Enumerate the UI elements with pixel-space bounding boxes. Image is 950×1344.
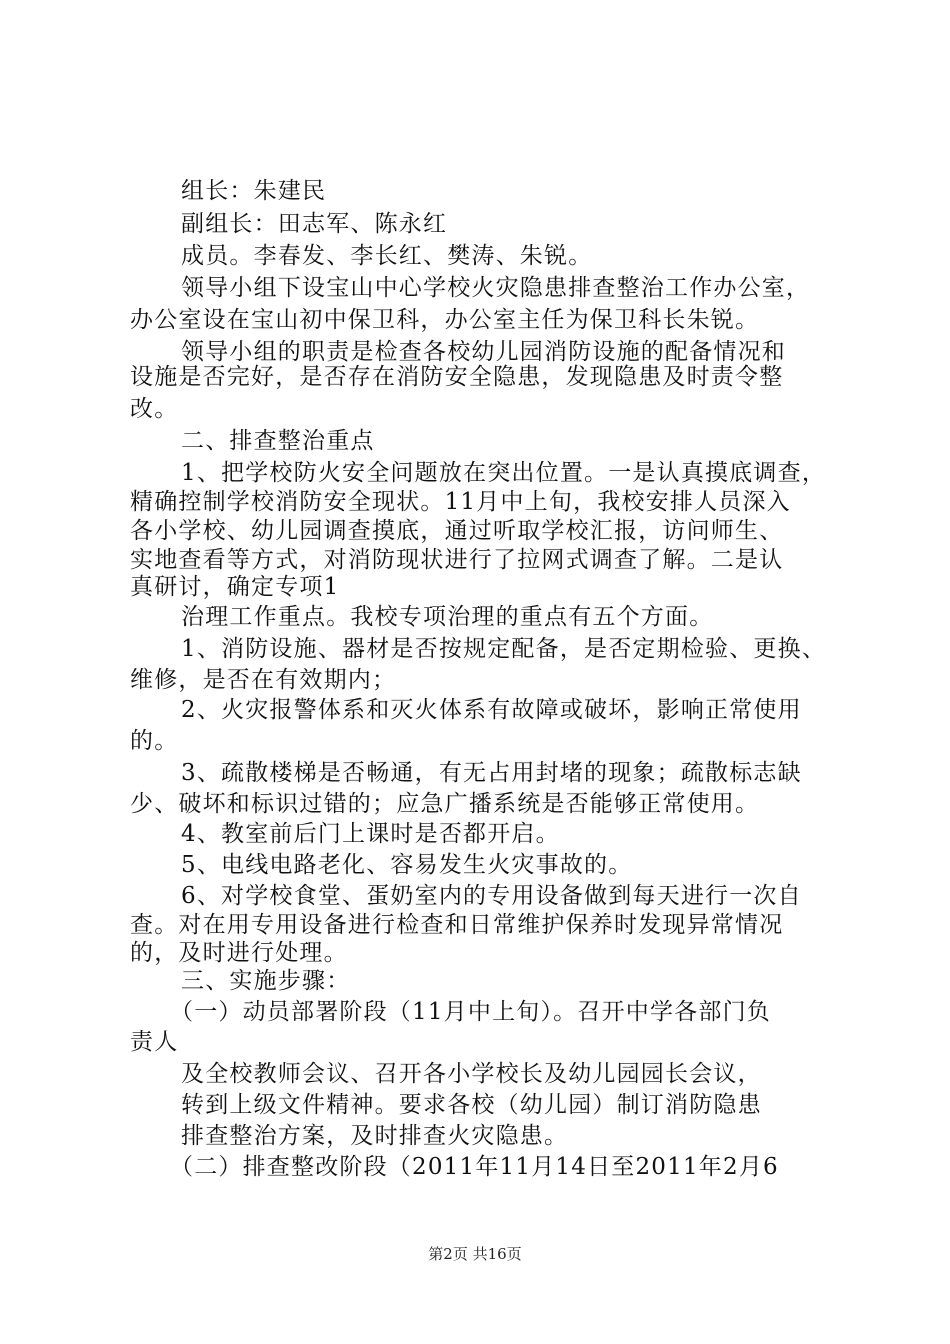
text-line: 5、电线电路老化、容易发生火灾事故的。 (181, 852, 633, 878)
text-line: 治理工作重点。我校专项治理的重点有五个方面。 (181, 604, 714, 630)
text-line: 精确控制学校消防安全现状。11月中上旬，我校安排人员深入 (130, 489, 791, 515)
text-line: 改。 (130, 396, 179, 422)
text-line: 各小学校、幼儿园调查摸底，通过听取学校汇报，访问师生、 (130, 518, 784, 544)
text-line: （一）动员部署阶段（11月中上旬）。召开中学各部门负 (170, 999, 771, 1025)
text-line: 办公室设在宝山初中保卫科，办公室主任为保卫科长朱锐。 (130, 307, 760, 333)
text-line: 设施是否完好，是否存在消防安全隐患，发现隐患及时责令整 (130, 364, 784, 390)
text-line: 1、把学校防火安全问题放在突出位置。一是认真摸底调查， (181, 460, 827, 486)
text-line: 责人 (130, 1029, 179, 1055)
text-line: 实地查看等方式，对消防现状进行了拉网式调查了解。二是认 (130, 547, 784, 573)
text-line: 3、疏散楼梯是否畅通，有无占用封堵的现象；疏散标志缺 (181, 760, 802, 786)
section-heading: 二、排查整治重点 (181, 428, 375, 454)
text-line: 领导小组下设宝山中心学校火灾隐患排查整治工作办公室， (181, 275, 811, 301)
text-line: 转到上级文件精神。要求各校（幼儿园）制订消防隐患 (181, 1092, 762, 1118)
text-line: 维修，是否在有效期内； (130, 667, 397, 693)
text-line: 副组长：田志军、陈永红 (181, 211, 448, 237)
text-line: 组长：朱建民 (181, 178, 327, 204)
text-line: 的。 (130, 728, 179, 754)
text-line: 成员。李春发、李长红、樊涛、朱锐。 (181, 243, 593, 269)
text-line: 真研讨，确定专项1 (130, 574, 340, 600)
text-line: （二）排查整改阶段（2011年11月14日至2011年2月6 (170, 1154, 779, 1180)
text-line: 少、破坏和标识过错的；应急广播系统是否能够正常使用。 (130, 791, 760, 817)
text-line: 领导小组的职责是检查各校幼儿园消防设施的配备情况和 (181, 339, 786, 365)
text-line: 6、对学校食堂、蛋奶室内的专用设备做到每天进行一次自 (181, 883, 802, 909)
text-line: 排查整治方案，及时排查火灾隐患。 (181, 1123, 569, 1149)
section-heading: 三、实施步骤： (181, 968, 351, 994)
text-line: 4、教室前后门上课时是否都开启。 (181, 821, 560, 847)
text-line: 1、消防设施、器材是否按规定配备，是否定期检验、更换、 (181, 636, 827, 662)
page-footer: 第2页 共16页 (428, 1245, 522, 1263)
text-line: 及全校教师会议、召开各小学校长及幼儿园园长会议， (181, 1061, 762, 1087)
text-line: 2、火灾报警体系和灭火体系有故障或破坏，影响正常使用 (181, 697, 802, 723)
text-line: 查。对在用专用设备进行检查和日常维护保养时发现异常情况 (130, 912, 784, 938)
text-line: 的，及时进行处理。 (130, 940, 348, 966)
